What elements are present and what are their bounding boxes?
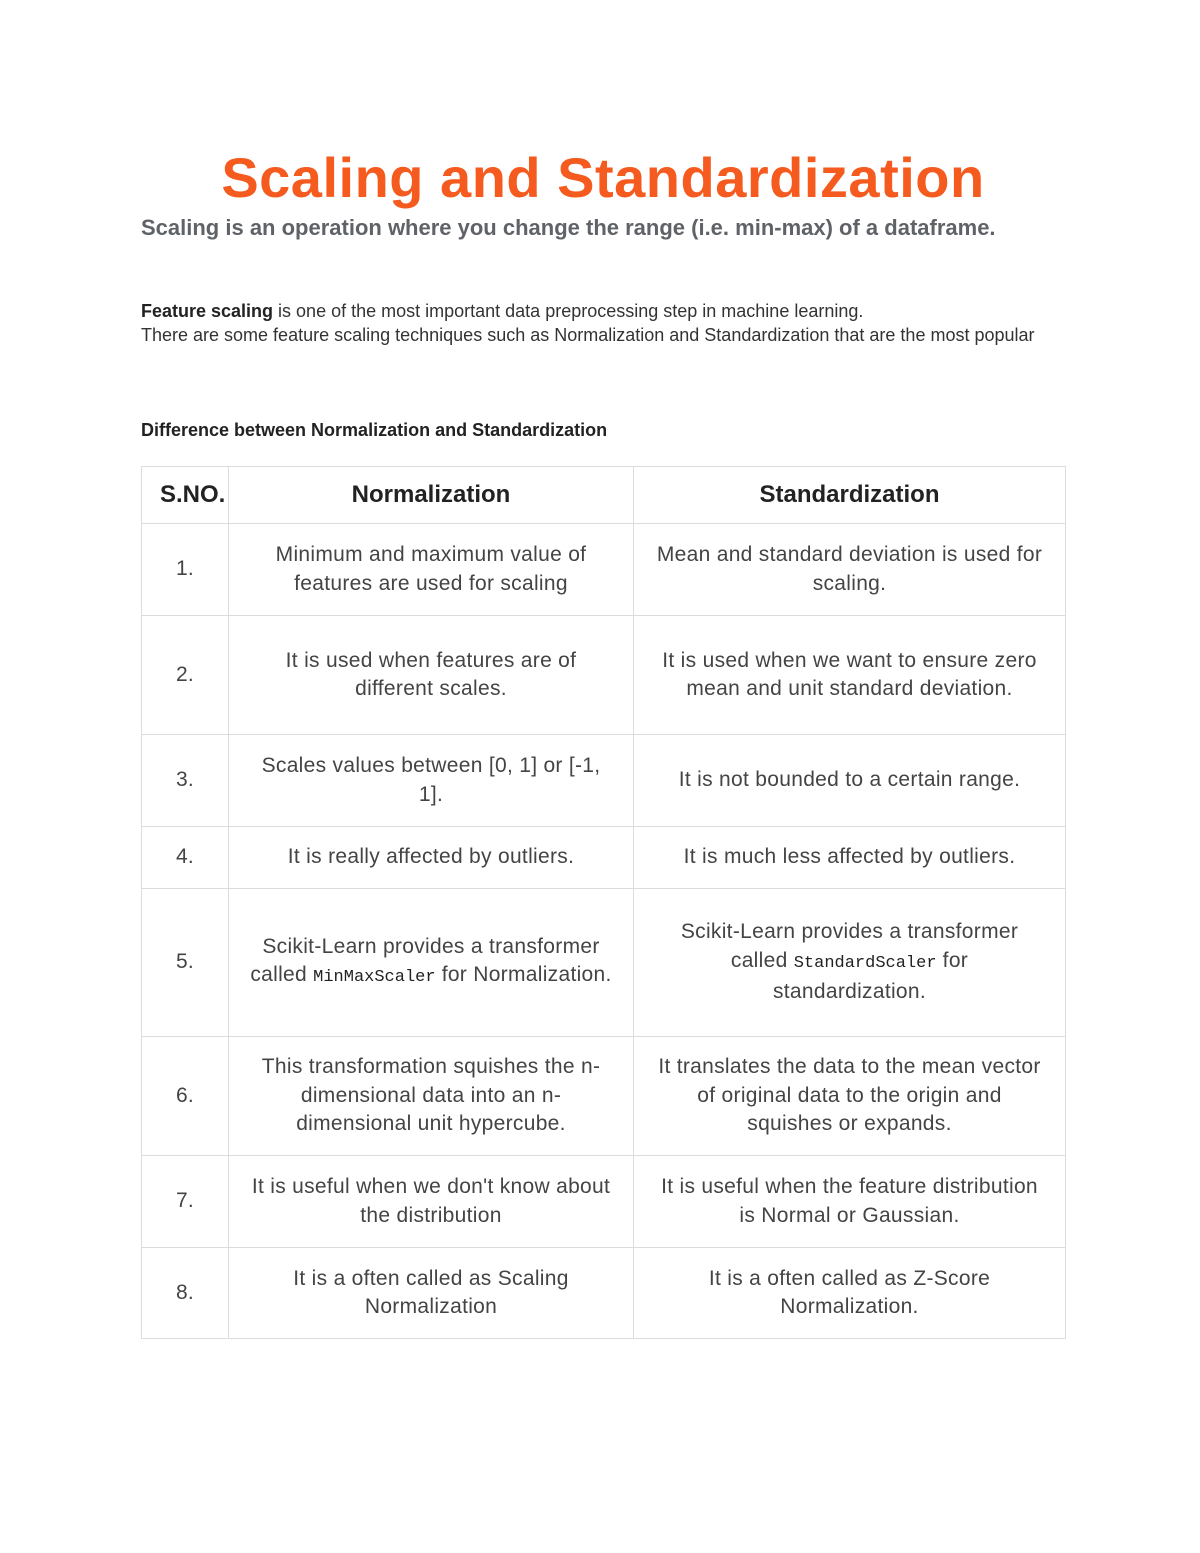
cell-standardization: It is much less affected by outliers. xyxy=(634,827,1066,889)
cell-normalization: This transformation squishes the n-dimensional data into an n-dimensional unit hypercube. xyxy=(229,1037,634,1156)
table-row xyxy=(142,827,1066,889)
table-row xyxy=(142,889,1066,1037)
cell-sno: 7. xyxy=(142,1156,229,1248)
cell-normalization: It is really affected by outliers. xyxy=(229,827,634,889)
cell-text: for Normalization. xyxy=(435,963,612,986)
page-title: Scaling and Standardization xyxy=(221,146,985,209)
cell-standardization: It is used when we want to ensure zero mean and unit standard deviation. xyxy=(634,616,1066,735)
paragraph-line-1: is one of the most important data preprocessing step in machine learning. xyxy=(273,301,864,321)
cell-normalization: It is used when features are of different scales. xyxy=(229,616,634,735)
cell-standardization: It is not bounded to a certain range. xyxy=(634,735,1066,827)
table-row xyxy=(142,616,1066,735)
cell-text: for standardization. xyxy=(772,948,969,1004)
cell-standardization: It is useful when the feature distribution is Normal or Gaussian. xyxy=(634,1156,1066,1248)
feature-scaling-paragraph xyxy=(141,300,1065,347)
code-standardscaler: StandardScaler xyxy=(793,953,937,973)
cell-sno: 5. xyxy=(142,889,229,1037)
cell-normalization: Minimum and maximum value of features are used for scaling xyxy=(229,524,634,616)
cell-normalization: It is useful when we don't know about the distribution xyxy=(229,1156,634,1248)
header-normalization: Normalization xyxy=(229,467,634,524)
cell-normalization xyxy=(229,889,634,1037)
cell-sno: 3. xyxy=(142,735,229,827)
cell-normalization: It is a often called as Scaling Normalization xyxy=(229,1248,634,1339)
section-subheading: Difference between Normalization and Standardization xyxy=(141,420,608,440)
code-minmaxscaler: MinMaxScaler xyxy=(313,968,436,987)
header-sno: S.NO. xyxy=(142,467,229,524)
cell-standardization: Mean and standard deviation is used for scaling. xyxy=(634,524,1066,616)
cell-sno: 4. xyxy=(142,827,229,889)
cell-sno: 2. xyxy=(142,616,229,735)
table-row xyxy=(142,735,1066,827)
table-row xyxy=(142,524,1066,616)
cell-sno: 6. xyxy=(142,1037,229,1156)
cell-normalization: Scales values between [0, 1] or [-1, 1]. xyxy=(229,735,634,827)
header-standardization: Standardization xyxy=(634,467,1066,524)
cell-text: Scikit-Learn provides a transformer called xyxy=(250,934,600,986)
cell-standardization: It translates the data to the mean vector of original data to the origin and squishes or expands. xyxy=(634,1037,1066,1156)
cell-sno: 1. xyxy=(142,524,229,616)
table-row xyxy=(142,1156,1066,1248)
intro-text: Scaling is an operation where you change the range (i.e. min-max) of a dataframe. xyxy=(141,215,996,240)
cell-standardization xyxy=(634,889,1066,1037)
feature-scaling-term: Feature scaling xyxy=(141,301,274,321)
table-row xyxy=(142,1037,1066,1156)
comparison-table xyxy=(141,466,1066,1339)
table-header-row xyxy=(142,467,1066,524)
cell-standardization: It is a often called as Z-Score Normalization. xyxy=(634,1248,1066,1339)
table-row xyxy=(142,1248,1066,1339)
paragraph-line-2: There are some feature scaling techniques such as Normalization and Standardization that are the most popular xyxy=(141,324,1035,345)
cell-text: Scikit-Learn provides a transformer called xyxy=(680,920,1019,972)
cell-sno: 8. xyxy=(142,1248,229,1339)
